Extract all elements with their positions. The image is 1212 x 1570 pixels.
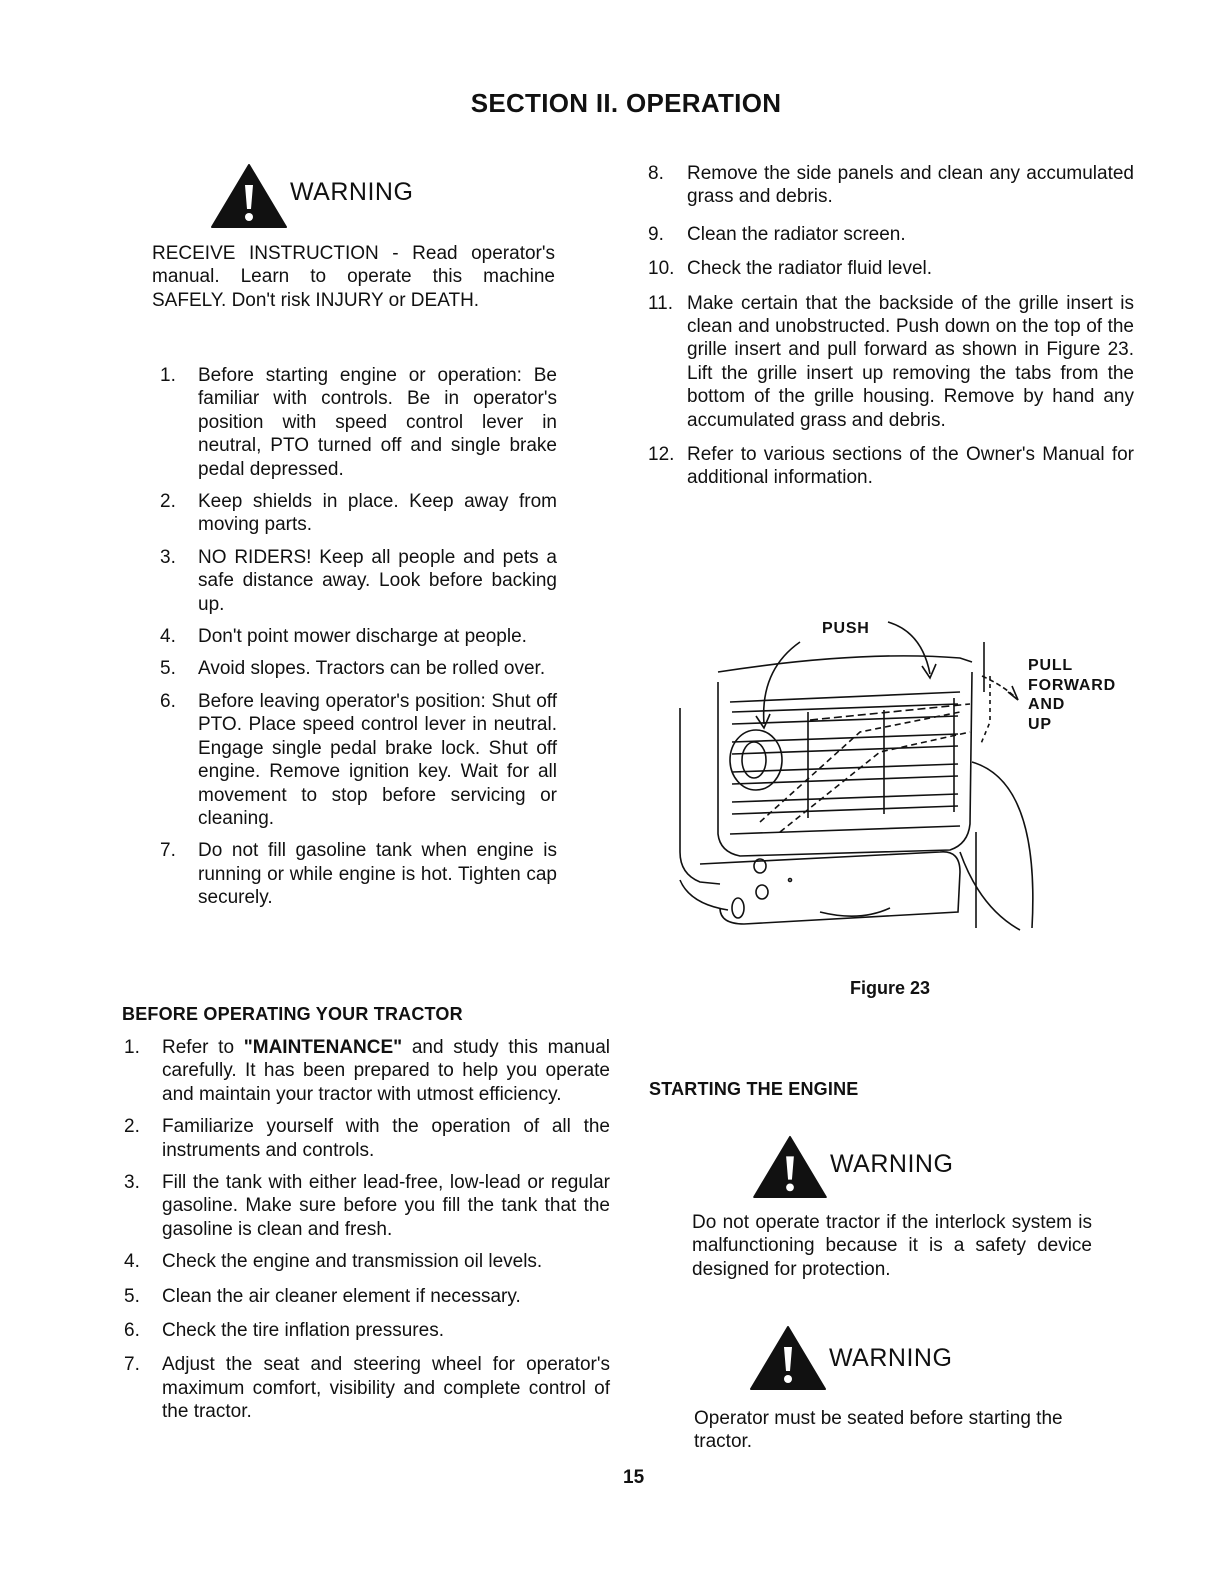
item-number: 11.	[648, 292, 674, 314]
figure-23-grille-illustration	[660, 612, 1140, 942]
list-item	[124, 1115, 610, 1162]
item-number: 7.	[124, 1354, 140, 1376]
item-text-suffix: and study this manual carefully. It has been prepared to help you operate and maintain your tractor with utmost efficiency.	[162, 1037, 610, 1105]
list-item	[160, 490, 557, 537]
before-operating-list	[124, 1036, 610, 1424]
item-number: 2.	[124, 1116, 140, 1138]
figure-caption: Figure 23	[850, 978, 931, 998]
list-item	[160, 546, 557, 616]
warning-label: WARNING	[290, 178, 414, 206]
item-text: Check the engine and transmission oil levels.	[162, 1251, 543, 1273]
list-item	[160, 625, 557, 648]
item-text: Before starting engine or operation: Be familiar with controls. Be in operator's position with speed control lever in neutral, PTO turned off and single brake pedal depressed.	[198, 365, 557, 480]
interlock-warning-text: Do not operate tractor if the interlock system is malfunctioning because it is a safety device designed for protection.	[692, 1212, 1092, 1280]
item-number: 6.	[124, 1320, 140, 1342]
item-number: 12.	[648, 444, 675, 466]
warning-header	[752, 1135, 953, 1199]
item-text: Avoid slopes. Tractors can be rolled over.	[198, 658, 546, 680]
pull-label-line: UP	[1028, 715, 1052, 733]
list-item	[160, 657, 557, 680]
warning-label: WARNING	[829, 1344, 953, 1372]
warning-triangle-icon	[749, 1325, 827, 1391]
item-number: 7.	[160, 840, 176, 862]
warning-triangle-icon	[210, 163, 288, 229]
list-item	[124, 1171, 610, 1241]
item-text: Do not fill gasoline tank when engine is running or while engine is hot. Tighten cap securely.	[198, 840, 557, 909]
item-number: 3.	[160, 546, 176, 568]
list-item	[124, 1319, 610, 1342]
page-number: 15	[623, 1467, 645, 1488]
item-text: Don't point mower discharge at people.	[198, 626, 527, 648]
pull-label-line: FORWARD	[1028, 676, 1116, 694]
list-item	[124, 1036, 610, 1106]
before-operating-heading: BEFORE OPERATING YOUR TRACTOR	[122, 1004, 463, 1024]
item-number: 2.	[160, 491, 176, 513]
maintenance-steps-list	[648, 162, 1134, 490]
maintenance-reference: "MAINTENANCE"	[243, 1037, 403, 1058]
item-text: Check the radiator fluid level.	[687, 258, 933, 280]
warning-header	[210, 163, 413, 229]
item-number: 9.	[648, 223, 664, 245]
list-item	[648, 257, 1134, 280]
list-item	[648, 443, 1134, 490]
list-item	[648, 223, 1134, 246]
pull-label-line: PULL	[1028, 657, 1073, 674]
list-item	[124, 1250, 610, 1273]
item-text: Make certain that the backside of the grille insert is clean and unobstructed. Push down on the top of the grille insert and pull forward as shown in Figure 23. Lift the grille insert up removing the tabs from the bottom of the grille housing. Remove by hand any accumulated grass and debris.	[687, 292, 1134, 431]
list-item	[124, 1285, 610, 1308]
item-text: NO RIDERS! Keep all people and pets a safe distance away. Look before backing up.	[198, 546, 557, 615]
item-number: 5.	[160, 658, 176, 680]
item-number: 8.	[648, 163, 664, 184]
item-number: 1.	[160, 365, 176, 386]
item-text: Check the tire inflation pressures.	[162, 1320, 444, 1342]
item-number: 4.	[160, 626, 176, 648]
list-item	[160, 364, 557, 481]
item-number: 10.	[648, 258, 675, 280]
item-number: 4.	[124, 1251, 140, 1273]
warning-instruction-text: RECEIVE INSTRUCTION - Read operator's manual. Learn to operate this machine SAFELY. Don't risk INJURY or DEATH.	[152, 243, 555, 311]
list-item	[160, 690, 557, 830]
warning-triangle-icon	[752, 1135, 828, 1199]
item-text: Fill the tank with either lead-free, low-lead or regular gasoline. Make sure before you fill the tank that the gasoline is clean and fresh.	[162, 1172, 610, 1240]
item-text: Before leaving operator's position: Shut off PTO. Place speed control lever in neutral. Engage single pedal brake lock. Shut off engine. Remove ignition key. Wait for all movement to stop before servicing or cleaning.	[198, 690, 557, 829]
item-text: Keep shields in place. Keep away from moving parts.	[198, 491, 557, 536]
list-item	[648, 292, 1134, 432]
item-number: 3.	[124, 1172, 140, 1194]
item-text: Clean the air cleaner element if necessary.	[162, 1285, 521, 1307]
item-number: 5.	[124, 1285, 140, 1307]
pull-label-line: AND	[1028, 696, 1066, 713]
operator-seated-warning-text: Operator must be seated before starting the tractor.	[694, 1408, 1063, 1453]
item-text: Refer to various sections of the Owner's Manual for additional information.	[687, 444, 1134, 489]
page-title: SECTION II. OPERATION	[470, 88, 782, 118]
starting-engine-heading: STARTING THE ENGINE	[649, 1079, 859, 1099]
list-item	[160, 839, 557, 909]
push-label: PUSH	[822, 620, 870, 637]
list-item	[648, 162, 1134, 209]
warning-label: WARNING	[830, 1150, 954, 1178]
item-text-prefix: Refer to	[162, 1037, 244, 1058]
item-text: Adjust the seat and steering wheel for operator's maximum comfort, visibility and complete control of the tractor.	[162, 1354, 610, 1423]
item-number: 6.	[160, 690, 176, 712]
item-text: Clean the radiator screen.	[687, 223, 906, 245]
list-item	[124, 1353, 610, 1423]
pull-forward-label	[1028, 656, 1116, 734]
warning-header	[749, 1325, 952, 1391]
item-number: 1.	[124, 1037, 140, 1058]
item-text	[162, 1036, 610, 1106]
item-text: Remove the side panels and clean any accumulated grass and debris.	[687, 163, 1134, 208]
safety-rules-list	[160, 364, 557, 910]
item-text: Familiarize yourself with the operation of all the instruments and controls.	[162, 1116, 610, 1161]
